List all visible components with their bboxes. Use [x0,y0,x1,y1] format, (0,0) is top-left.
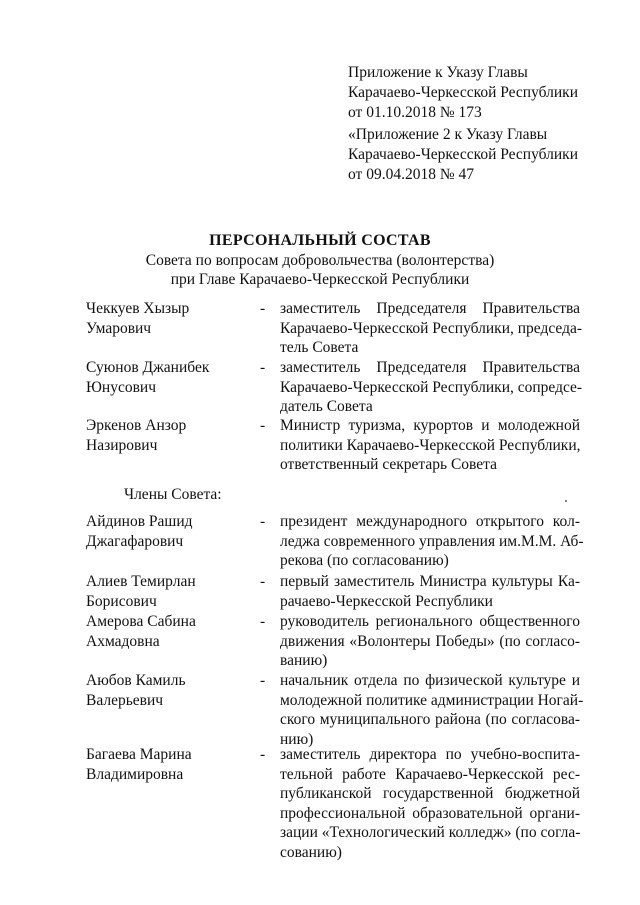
members-section-heading: Члены Совета: [124,486,222,503]
appendix-line: от 01.10.2018 № 173 [348,104,482,121]
separator-dash: - [260,746,266,763]
appendix-line: Карачаево-Черкесской Республики [348,146,578,163]
document-title [0,231,640,289]
member-role: президент международного открытого кол- леджа современного управления им.М.М. Аб- рекова (по согласованию) [280,513,584,570]
separator-dash: - [260,417,266,434]
member-role: начальник отдела по физической культуре и молодежной политике администрации Ногай- ского муниципального района (по согласова- нию) [280,672,584,748]
member-role: Министр туризма, курортов и молодежной политики Карачаево-Черкесской Республики, ответственный секретарь Совета [280,417,581,474]
member-name: Чеккуев Хызыр Умарович [86,300,190,337]
member-name: Суюнов Джанибек Юнусович [86,359,210,396]
appendix-line: «Приложение 2 к Указу Главы [348,126,548,143]
member-name: Эркенов Анзор Назирович [86,417,187,454]
member-role: руководитель регионального общественного движения «Волонтеры Победы» (по согласо- ванию) [280,613,580,670]
separator-dash: - [260,300,266,317]
title-main: ПЕРСОНАЛЬНЫЙ СОСТАВ [209,232,431,249]
title-subline: при Главе Карачаево-Черкесской Республики [170,271,470,288]
appendix-line: от 09.04.2018 № 47 [348,166,474,183]
appendix-note-current [348,63,578,123]
member-name: Амерова Сабина Ахмадовна [86,613,196,650]
appendix-line: Приложение к Указу Главы [348,64,528,81]
member-role: первый заместитель Министра культуры Ка- рачаево-Черкесской Республики [280,573,580,610]
title-subline: Совета по вопросам добровольчества (волонтерства) [145,252,495,269]
appendix-line: Карачаево-Черкесской Республики [348,84,578,101]
member-name: Алиев Темирлан Борисович [86,573,196,610]
separator-dash: - [260,672,266,689]
member-role: заместитель директора по учебно-воспита- тельной работе Карачаево-Черкесской рес- публиканской государственной бюджетной профессиональной образовательной органи- зации «Технологический колледж» (по согла- сованию) [280,746,581,861]
member-name: Айдинов Рашид Джагафарович [86,513,193,550]
member-name: Аюбов Камиль Валерьевич [86,672,186,709]
appendix-note-previous [348,125,578,185]
separator-dash: - [260,513,266,530]
member-role: заместитель Председателя Правительства Карачаево-Черкесской Республики, сопредсе- датель Совета [280,359,583,416]
scan-speck [565,500,567,502]
separator-dash: - [260,359,266,376]
separator-dash: - [260,573,266,590]
member-name: Багаева Марина Владимировна [86,746,192,783]
separator-dash: - [260,613,266,630]
member-role: заместитель Председателя Правительства Карачаево-Черкесской Республики, председа- тель Совета [280,300,583,357]
